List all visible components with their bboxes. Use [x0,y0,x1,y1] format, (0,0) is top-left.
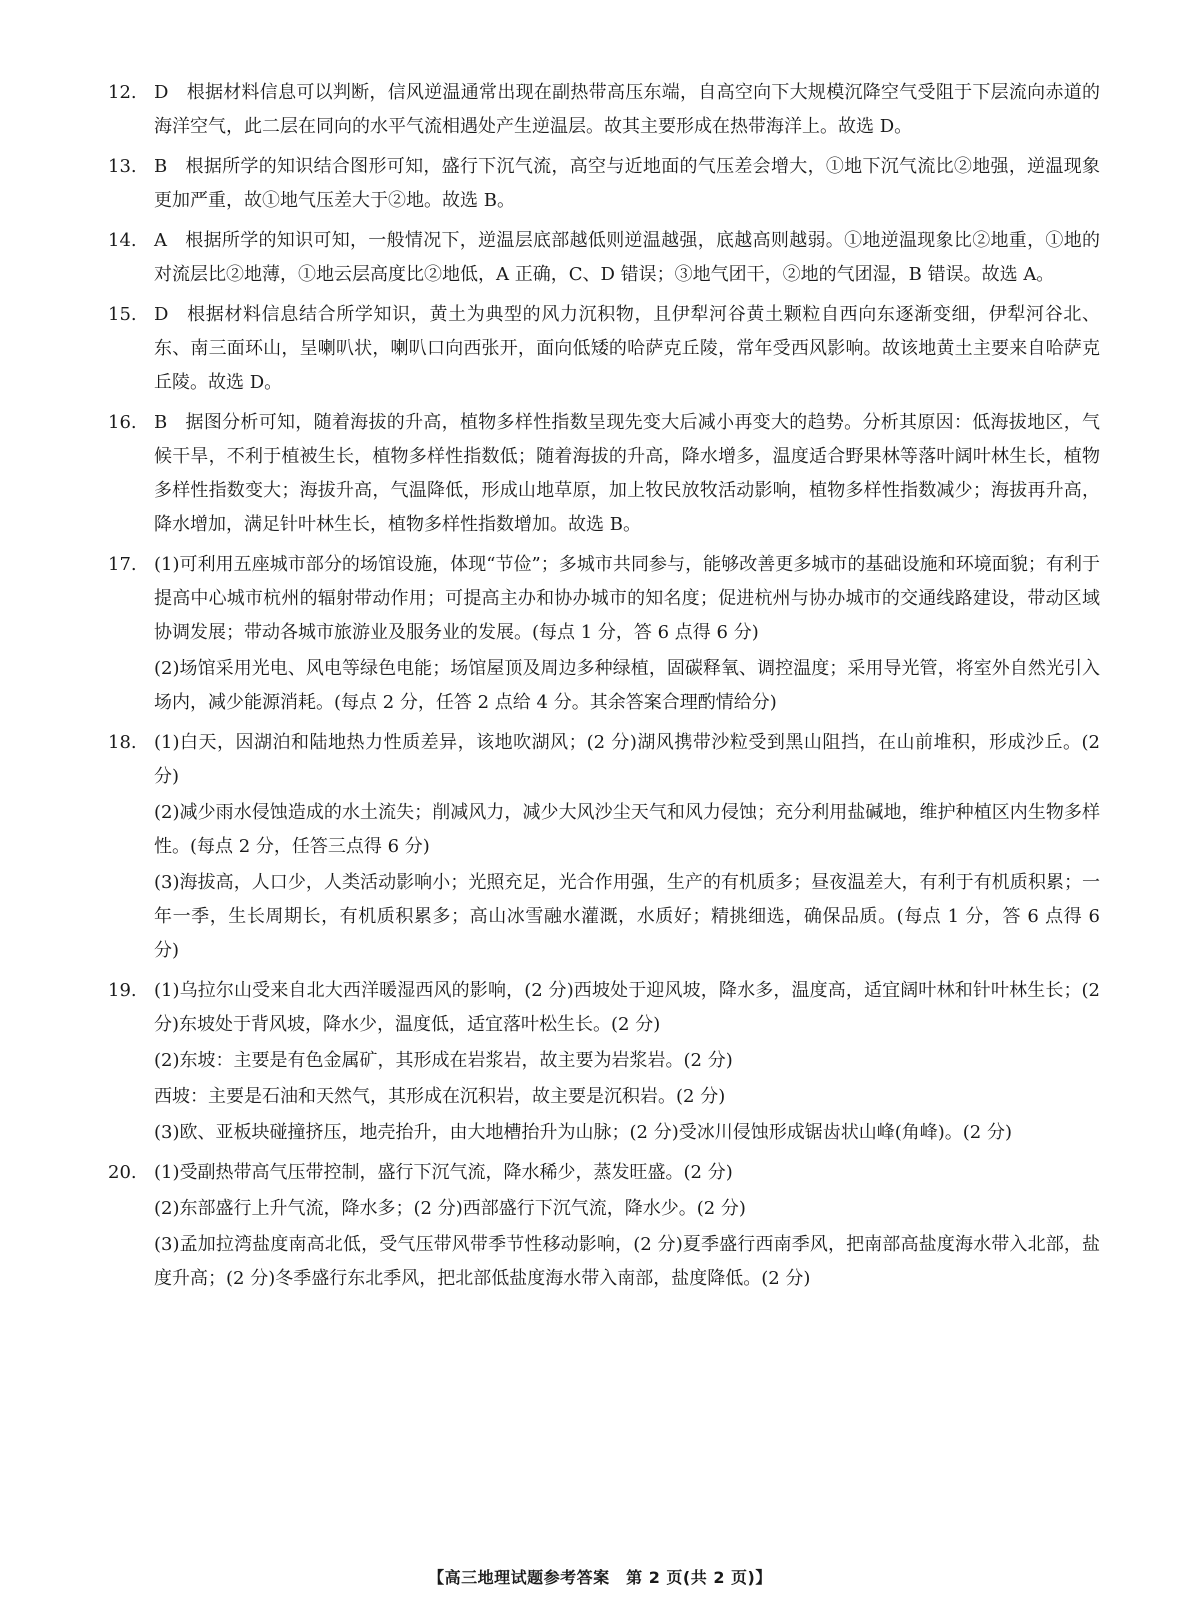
question-number: 20. [108,1162,137,1183]
answer-paragraph [154,298,1100,400]
answer-item [108,726,1100,968]
answer-paragraph [154,652,1100,720]
answer-text: 根据所学的知识可知，一般情况下，逆温层底部越低则逆温越强，底越高则越弱。①地逆温现象比②地重，①地的对流层比②地薄，①地云层高度比②地低，A 正确，C、D 错误；③地气团干，②地的气团湿，B 错误。故选 A。 [154,230,1100,285]
question-number: 18. [108,732,137,753]
answer-text: (2)东部盛行上升气流，降水多；(2 分)西部盛行下沉气流，降水少。(2 分) [154,1198,746,1219]
answer-text: (1)受副热带高气压带控制，盛行下沉气流，降水稀少，蒸发旺盛。(2 分) [154,1162,733,1183]
answer-text: (2)东坡：主要是有色金属矿，其形成在岩浆岩，故主要为岩浆岩。(2 分) [154,1050,733,1071]
answer-item [108,406,1100,542]
question-number: 14. [108,230,137,251]
answer-text: 据图分析可知，随着海拔的升高，植物多样性指数呈现先变大后减小再变大的趋势。分析其原因：低海拔地区，气候干旱，不利于植被生长，植物多样性指数低；随着海拔的升高，降水增多，温度适合野果林等落叶阔叶林生长，植物多样性指数变大；海拔升高，气温降低，形成山地草原，加上牧民放牧活动影响，植物多样性指数减少；海拔再升高，降水增加，满足针叶林生长，植物多样性指数增加。故选 B。 [154,412,1100,535]
answer-paragraph [154,1156,1100,1190]
answer-letter: B [154,412,168,433]
answer-text: (2)减少雨水侵蚀造成的水土流失；削减风力，减少大风沙尘天气和风力侵蚀；充分利用盐碱地，维护种植区内生物多样性。(每点 2 分，任答三点得 6 分) [154,802,1100,857]
question-number: 19. [108,980,137,1001]
answer-paragraph [154,1044,1100,1078]
answer-paragraph [154,866,1100,968]
answer-text: (1)乌拉尔山受来自北大西洋暖湿西风的影响，(2 分)西坡处于迎风坡，降水多，温度高，适宜阔叶林和针叶林生长；(2 分)东坡处于背风坡，降水少，温度低，适宜落叶松生长。(2 分) [154,980,1100,1035]
answer-paragraph [154,224,1100,292]
answer-letter: D [154,304,169,325]
answer-paragraph [154,548,1100,650]
question-number: 12. [108,82,137,103]
answer-text: (1)可利用五座城市部分的场馆设施，体现“节俭”；多城市共同参与，能够改善更多城市的基础设施和环境面貌；有利于提高中心城市杭州的辐射带动作用；可提高主办和协办城市的知名度；促进杭州与协办城市的交通线路建设，带动区域协调发展；带动各城市旅游业及服务业的发展。(每点 1 分，答 6 点得 6 分) [154,554,1100,643]
question-number: 13. [108,156,137,177]
answer-item [108,548,1100,720]
answer-text: 西坡：主要是石油和天然气，其形成在沉积岩，故主要是沉积岩。(2 分) [154,1086,726,1107]
answer-paragraph [154,1116,1100,1150]
question-number: 15. [108,304,137,325]
answer-paragraph [154,1192,1100,1226]
answer-paragraph [154,1228,1100,1296]
answer-item [108,150,1100,218]
answer-item [108,1156,1100,1296]
answer-item [108,224,1100,292]
answer-letter: A [154,230,167,251]
answer-text: (3)海拔高，人口少，人类活动影响小；光照充足，光合作用强，生产的有机质多；昼夜温差大，有利于有机质积累；一年一季，生长周期长，有机质积累多；高山冰雪融水灌溉，水质好；精挑细选，确保品质。(每点 1 分，答 6 点得 6 分) [154,872,1100,961]
answer-text: (3)孟加拉湾盐度南高北低，受气压带风带季节性移动影响，(2 分)夏季盛行西南季风，把南部高盐度海水带入北部，盐度升高；(2 分)冬季盛行东北季风，把北部低盐度海水带入南部，盐度降低。(2 分) [154,1234,1100,1289]
answer-text: (2)场馆采用光电、风电等绿色电能；场馆屋顶及周边多种绿植，固碳释氧、调控温度；采用导光管，将室外自然光引入场内，减少能源消耗。(每点 2 分，任答 2 点给 4 分。其余答案合理酌情给分) [154,658,1100,713]
answer-item [108,298,1100,400]
answer-paragraph [154,796,1100,864]
answer-paragraph [154,726,1100,794]
answer-text: 根据材料信息结合所学知识，黄土为典型的风力沉积物，且伊犁河谷黄土颗粒自西向东逐渐变细，伊犁河谷北、东、南三面环山，呈喇叭状，喇叭口向西张开，面向低矮的哈萨克丘陵，常年受西风影响。故该地黄土主要来自哈萨克丘陵。故选 D。 [154,304,1100,393]
answer-paragraph [154,1080,1100,1114]
answer-list [108,76,1100,1302]
answer-text: 根据材料信息可以判断，信风逆温通常出现在副热带高压东端，自高空向下大规模沉降空气受阻于下层流向赤道的海洋空气，此二层在同向的水平气流相遇处产生逆温层。故其主要形成在热带海洋上。故选 D。 [154,82,1100,137]
answer-paragraph [154,974,1100,1042]
answer-letter: D [154,82,169,103]
question-number: 16. [108,412,137,433]
page-footer: 【高三地理试题参考答案 第 2 页(共 2 页)】 [428,1568,772,1587]
answer-paragraph [154,150,1100,218]
answer-letter: B [154,156,168,177]
answer-paragraph [154,406,1100,542]
answer-text: (1)白天，因湖泊和陆地热力性质差异，该地吹湖风；(2 分)湖风携带沙粒受到黑山阻挡，在山前堆积，形成沙丘。(2 分) [154,732,1100,787]
answer-text: (3)欧、亚板块碰撞挤压，地壳抬升，由大地槽抬升为山脉；(2 分)受冰川侵蚀形成锯齿状山峰(角峰)。(2 分) [154,1122,1012,1143]
question-number: 17. [108,554,137,575]
answer-item [108,76,1100,144]
answer-paragraph [154,76,1100,144]
answer-text: 根据所学的知识结合图形可知，盛行下沉气流，高空与近地面的气压差会增大，①地下沉气流比②地强，逆温现象更加严重，故①地气压差大于②地。故选 B。 [154,156,1100,211]
answer-item [108,974,1100,1150]
